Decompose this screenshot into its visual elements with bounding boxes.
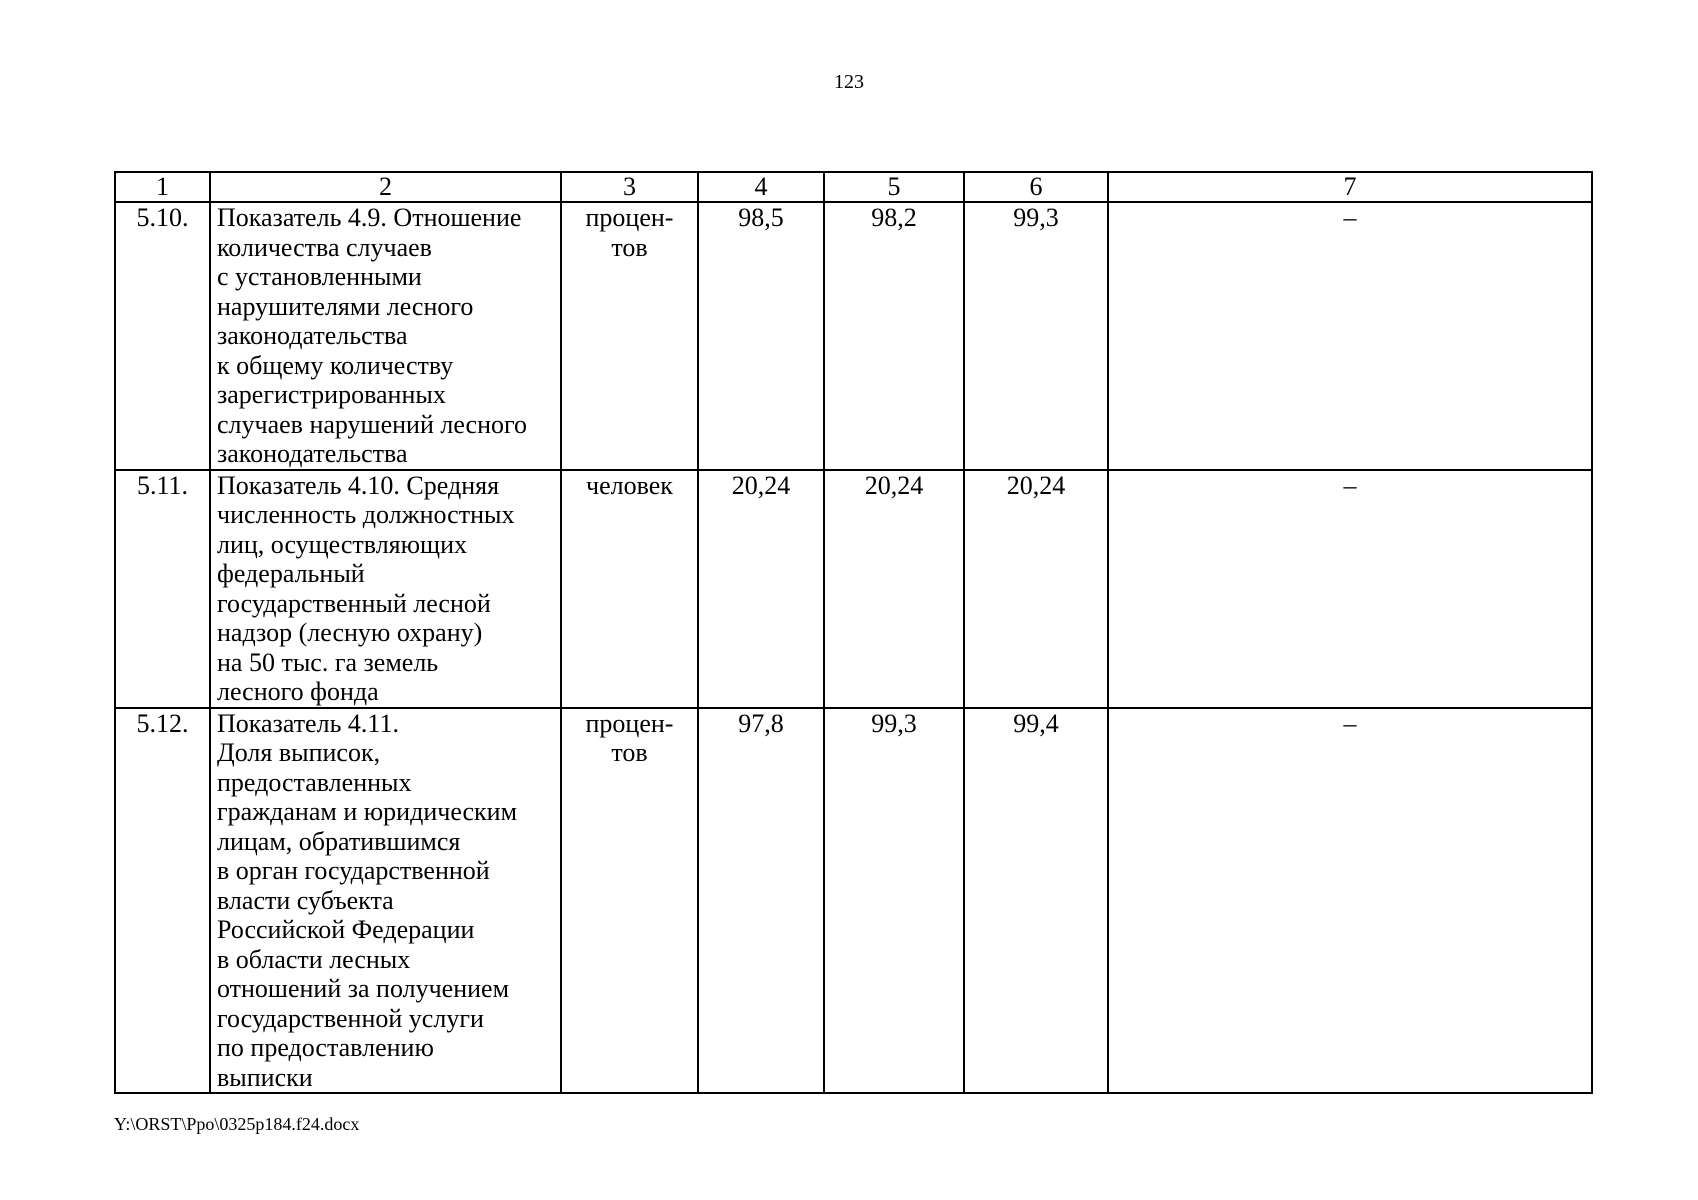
value-col-6: 99,4 <box>964 708 1108 1094</box>
column-header-6: 6 <box>964 172 1108 202</box>
indicator-description: Показатель 4.11. Доля выписок, предоставленных гражданам и юридическим лицам, обратившимся в орган государственной власти субъекта Российской Федерации в области лесных отношений за получением государственной услуги по предоставлению выписки <box>210 708 561 1094</box>
unit-cell: процен- тов <box>561 708 698 1094</box>
value-col-5: 99,3 <box>824 708 964 1094</box>
indicator-description: Показатель 4.10. Средняя численность должностных лиц, осуществляющих федеральный государственный лесной надзор (лесную охрану) на 50 тыс. га земель лесного фонда <box>210 470 561 708</box>
value-col-4: 97,8 <box>698 708 824 1094</box>
table-row <box>115 708 1592 1094</box>
row-number: 5.10. <box>115 202 210 470</box>
value-col-7: – <box>1108 708 1592 1094</box>
indicator-table <box>114 171 1593 1094</box>
row-number: 5.11. <box>115 470 210 708</box>
footer-file-path: Y:\ORST\Ppo\0325p184.f24.docx <box>114 1114 360 1134</box>
value-col-7: – <box>1108 470 1592 708</box>
unit-cell: человек <box>561 470 698 708</box>
table-row <box>115 470 1592 708</box>
column-header-2: 2 <box>210 172 561 202</box>
page-number: 123 <box>834 71 864 93</box>
header-row <box>115 172 1592 202</box>
column-header-4: 4 <box>698 172 824 202</box>
column-header-5: 5 <box>824 172 964 202</box>
table-row <box>115 202 1592 470</box>
value-col-6: 99,3 <box>964 202 1108 470</box>
value-col-4: 98,5 <box>698 202 824 470</box>
value-col-6: 20,24 <box>964 470 1108 708</box>
value-col-5: 20,24 <box>824 470 964 708</box>
column-header-1: 1 <box>115 172 210 202</box>
value-col-4: 20,24 <box>698 470 824 708</box>
value-col-5: 98,2 <box>824 202 964 470</box>
column-header-7: 7 <box>1108 172 1592 202</box>
unit-cell: процен- тов <box>561 202 698 470</box>
column-header-3: 3 <box>561 172 698 202</box>
value-col-7: – <box>1108 202 1592 470</box>
indicator-description: Показатель 4.9. Отношение количества случаев с установленными нарушителями лесного законодательства к общему количеству зарегистрированных случаев нарушений лесного законодательства <box>210 202 561 470</box>
row-number: 5.12. <box>115 708 210 1094</box>
